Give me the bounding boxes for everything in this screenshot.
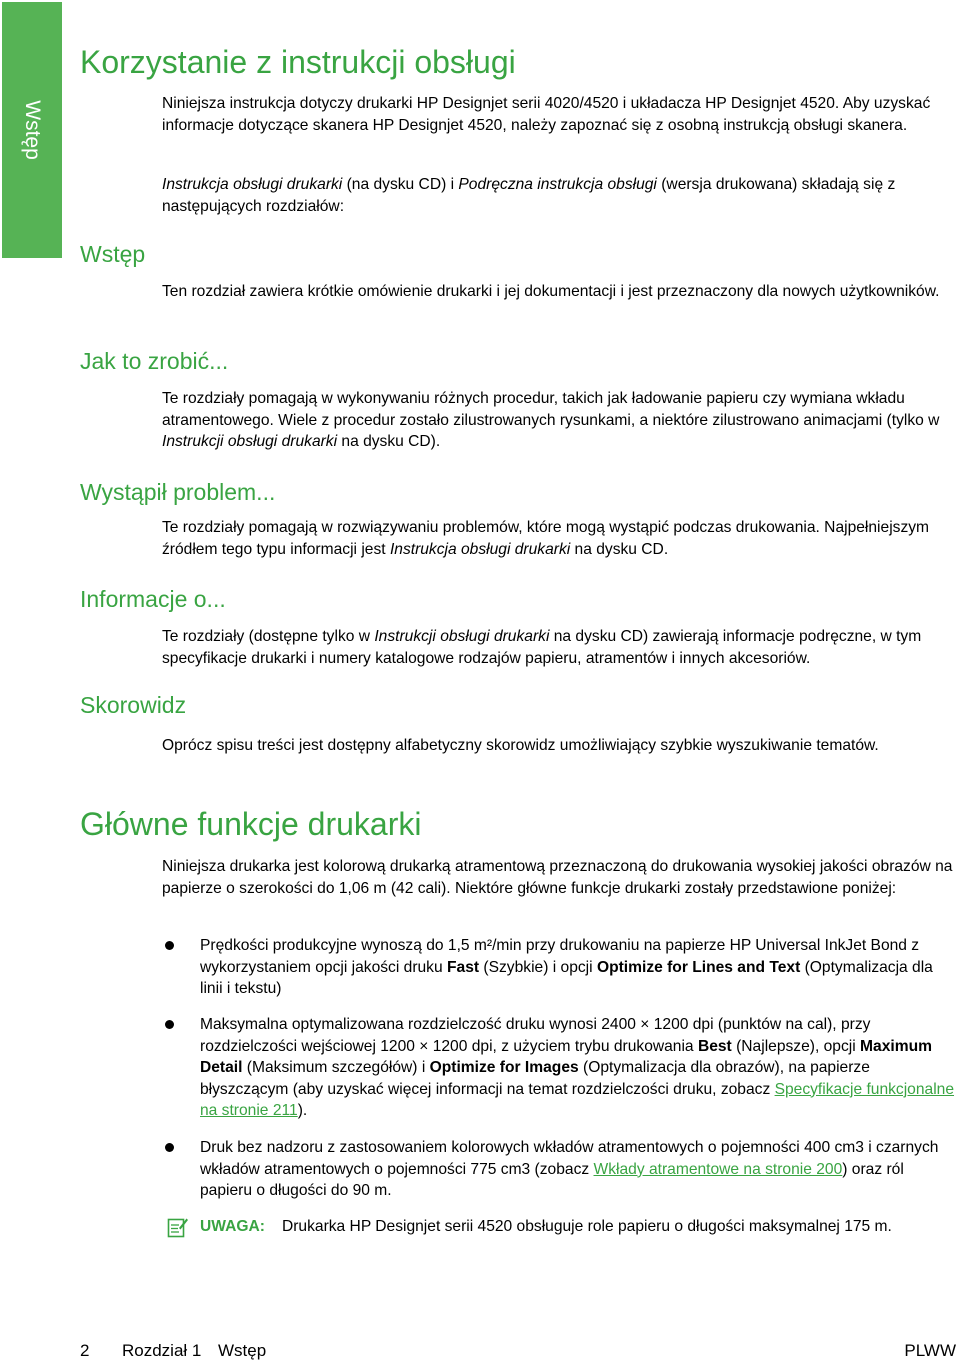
section-heading-info: Informacje o... — [80, 586, 226, 612]
text: (Maksimum szczegółów) i — [242, 1059, 430, 1076]
bold-text: Maximum Detail — [200, 1037, 932, 1076]
bullet-marker — [165, 1020, 174, 1029]
feature-item — [200, 1014, 958, 1122]
section-heading-index: Skorowidz — [80, 692, 187, 718]
footer-code: PLWW — [904, 1341, 956, 1360]
text: Te rozdziały (dostępne tylko w — [162, 628, 375, 645]
text: (wersja drukowana) składają się z następujących rozdziałów: — [162, 176, 896, 215]
text: na dysku CD) zawierają informacje podręczne, w tym specyfikacje drukarki i numery katalogowe rodzajów papieru, atramentów i innych akcesoriów. — [162, 628, 922, 667]
section-heading-jak: Jak to zrobić... — [80, 348, 229, 374]
note-block — [200, 1216, 958, 1238]
italic-text: Instrukcja obsługi drukarki — [162, 176, 343, 193]
text: Te rozdziały pomagają w wykonywaniu różnych procedur, takich jak ładowanie papieru czy wymiana wkładu atramentowego. Wiele z procedur zostało zilustrowanych rysunkami, a niektóre zilustrowano animacjami (tylko w — [162, 390, 940, 429]
note-text: Drukarka HP Designjet serii 4520 obsługuje role papieru o długości maksymalnej 175 m. — [281, 1218, 892, 1235]
section-text-index: Oprócz spisu treści jest dostępny alfabetyczny skorowidz umożliwiający szybkie wyszukiwanie tematów. — [162, 737, 879, 754]
text: (na dysku CD) i — [342, 176, 459, 193]
text: ) oraz ról papieru o długości do 90 m. — [200, 1160, 904, 1199]
text: ). — [297, 1102, 308, 1119]
section-heading-problem: Wystąpił problem... — [80, 479, 276, 505]
text: Maksymalna optymalizowana rozdzielczość druku wynosi 2400 × 1200 dpi (punktów na cal), przy rozdzielczości wejściowej 1200 × 1200 dpi, z użyciem trybu drukowania — [200, 1016, 871, 1055]
text: (Optymalizacja dla linii i tekstu) — [200, 958, 933, 997]
bold-text: Optimize for Images — [429, 1059, 579, 1076]
feature-item — [200, 935, 958, 1000]
section-text-wstep: Ten rozdział zawiera krótkie omówienie drukarki i jej dokumentacji i jest przeznaczony dla nowych użytkowników. — [162, 283, 940, 300]
footer-page-number: 2 — [80, 1341, 90, 1360]
text: Druk bez nadzoru z zastosowaniem kolorowych wkładów atramentowych o pojemności 400 cm3 i czarnych wkładów atramentowych o pojemności 775 cm3 (zobacz — [200, 1139, 939, 1178]
note-label: UWAGA: — [200, 1218, 265, 1235]
side-tab-label: Wstęp — [21, 100, 44, 160]
text: (Optymalizacja dla obrazów), na papierze błyszczącym (aby uzyskać więcej informacji na temat rozdzielczości druku, zobacz — [200, 1059, 870, 1098]
italic-text: Instrukcja obsługi drukarki — [389, 540, 571, 558]
bold-text: Optimize for Lines and Text — [596, 958, 801, 976]
section-text-info — [162, 626, 958, 669]
intro-paragraph: Niniejsza instrukcja dotyczy drukarki HP Designjet serii 4020/4520 i układacza HP Designjet 4520. Aby uzyskać informacje dotyczące skanera HP Designjet 4520, należy zapoznać się z osobną instrukcją obsługi skanera. — [162, 95, 931, 134]
link-specyfikacje[interactable]: Specyfikacje funkcjonalne na stronie 211 — [200, 1080, 955, 1119]
italic-text: Podręczna instrukcja obsługi — [458, 176, 657, 193]
feature-item — [200, 1137, 958, 1202]
text: Te rozdziały pomagają w rozwiązywaniu problemów, które mogą wystąpić podczas drukowania. Najpełniejszym źródłem tego typu informacji jest — [162, 519, 930, 558]
text: Prędkości produkcyjne wynoszą do 1,5 m²/min przy drukowaniu na papierze HP Universal InkJet Bond z wykorzystaniem opcji jakości druku — [200, 937, 920, 976]
section-text-problem — [162, 517, 958, 560]
section-text-jak — [162, 388, 958, 453]
italic-text: Instrukcji obsługi drukarki — [162, 433, 338, 450]
text: (Najlepsze), opcji — [731, 1037, 861, 1055]
features-title: Główne funkcje drukarki — [80, 806, 422, 842]
italic-text: Instrukcji obsługi drukarki — [374, 628, 550, 645]
text: (Szybkie) i opcji — [479, 958, 597, 976]
footer-chapter: Rozdział 1 — [122, 1341, 202, 1360]
bold-text: Best — [697, 1037, 732, 1055]
bullet-marker — [165, 1143, 174, 1152]
parts-intro-paragraph — [162, 174, 958, 217]
link-wklady[interactable]: Wkłady atramentowe na stronie 200 — [593, 1160, 843, 1178]
note-pencil-icon — [167, 1216, 189, 1238]
footer-section: Wstęp — [218, 1341, 267, 1360]
section-heading-wstep: Wstęp — [80, 241, 146, 267]
page-title: Korzystanie z instrukcji obsługi — [80, 44, 516, 80]
text: na dysku CD. — [570, 540, 669, 558]
text: na dysku CD). — [337, 433, 441, 450]
bold-text: Fast — [447, 958, 480, 976]
side-tab — [2, 2, 62, 258]
bullet-marker — [165, 941, 174, 950]
features-intro: Niniejsza drukarka jest kolorową drukarką atramentową przeznaczoną do drukowania wysokiej jakości obrazów na papierze o szerokości do 1,06 m (42 cali). Niektóre główne funkcje drukarki zostały przedstawione poniżej: — [162, 858, 953, 897]
